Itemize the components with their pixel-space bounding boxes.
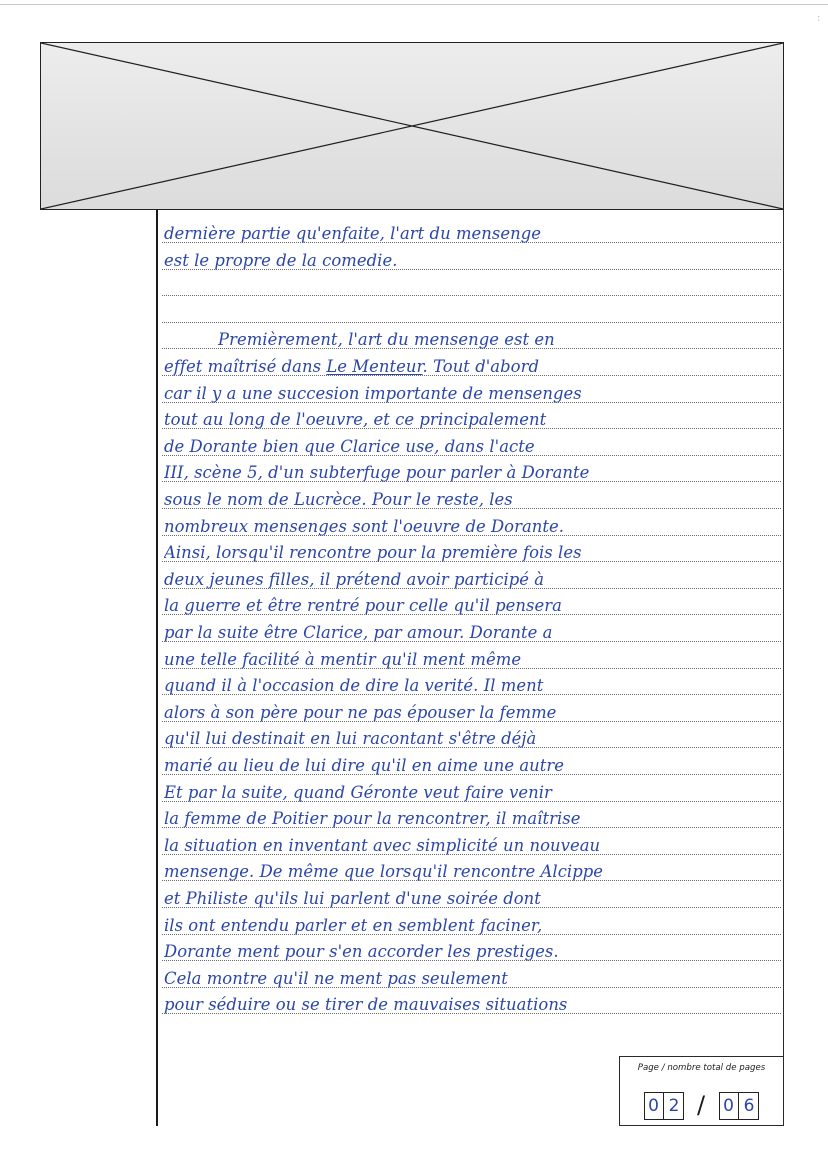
handwritten-line: une telle facilité à mentir qu'il ment même: [164, 649, 522, 669]
handwritten-line: Dorante ment pour s'en accorder les prestiges.: [164, 942, 559, 962]
total-digit-1: 0: [719, 1092, 739, 1120]
handwritten-line: sous le nom de Lucrèce. Pour le reste, les: [164, 490, 513, 509]
handwritten-line: Ainsi, lorsqu'il rencontre pour la première fois les: [164, 543, 582, 563]
handwritten-line: la situation en inventant avec simplicité un nouveau: [164, 835, 601, 855]
handwritten-line: [164, 274, 781, 300]
play-title-underlined: Le Menteur: [326, 357, 423, 376]
handwritten-line: Et par la suite, quand Géronte veut faire venir: [164, 782, 552, 802]
handwritten-text-area: [158, 220, 783, 1048]
scan-top-rule: [0, 4, 828, 5]
handwritten-line: qu'il lui destinait en lui racontant s'être déjà: [164, 729, 537, 749]
handwritten-line: [164, 301, 781, 327]
redacted-header-box: [40, 42, 784, 210]
handwritten-line: Cela montre qu'il ne ment pas seulement: [164, 968, 508, 988]
page-separator: /: [697, 1091, 706, 1119]
handwritten-line: nombreux mensenges sont l'oeuvre de Dorante.: [164, 516, 565, 536]
cross-out-lines: [41, 43, 783, 209]
page-digit-1: 0: [644, 1092, 664, 1120]
handwritten-line: marié au lieu de lui dire qu'il en aime une autre: [164, 756, 565, 775]
handwritten-line: de Dorante bien que Clarice use, dans l'acte: [164, 436, 535, 456]
handwritten-line: Premièrement, l'art du mensenge est en: [218, 330, 555, 350]
page-counter-box: [619, 1056, 784, 1126]
handwritten-line: alors à son père pour ne pas épouser la femme: [164, 702, 557, 722]
handwritten-line: pour séduire ou se tirer de mauvaises situations: [164, 995, 568, 1015]
handwritten-line: quand il à l'occasion de dire la verité. Il ment: [164, 676, 544, 696]
handwritten-line: par la suite être Clarice, par amour. Dorante a: [164, 623, 553, 642]
handwritten-line: est le propre de la comedie.: [164, 250, 398, 270]
right-border-line: [783, 210, 784, 1056]
handwritten-line: ils ont entendu parler et en semblent faciner,: [164, 915, 543, 935]
page-digit-2: 2: [668, 1096, 680, 1116]
handwritten-line: effet maîtrisé dans Le Menteur. Tout d'abord: [164, 357, 540, 376]
handwritten-line: la femme de Poitier pour la rencontrer, il maîtrise: [164, 809, 581, 829]
handwritten-line: la guerre et être rentré pour celle qu'il pensera: [164, 596, 562, 616]
handwritten-line: et Philiste qu'ils lui parlent d'une soirée dont: [164, 889, 541, 908]
corner-mark: :: [817, 13, 821, 24]
handwritten-line: car il y a une succesion importante de mensenges: [164, 383, 582, 403]
handwritten-line: tout au long de l'oeuvre, et ce principalement: [164, 410, 547, 430]
handwritten-line: deux jeunes filles, il prétend avoir participé à: [164, 569, 545, 589]
handwritten-line: III, scène 5, d'un subterfuge pour parler à Dorante: [164, 463, 590, 483]
handwritten-line: dernière partie qu'enfaite, l'art du mensenge: [164, 224, 542, 243]
handwritten-line: mensenge. De même que lorsqu'il rencontre Alcippe: [164, 862, 604, 882]
page-counter-label: Page / nombre total de pages: [637, 1063, 766, 1073]
total-digit-2: 6: [743, 1096, 755, 1116]
